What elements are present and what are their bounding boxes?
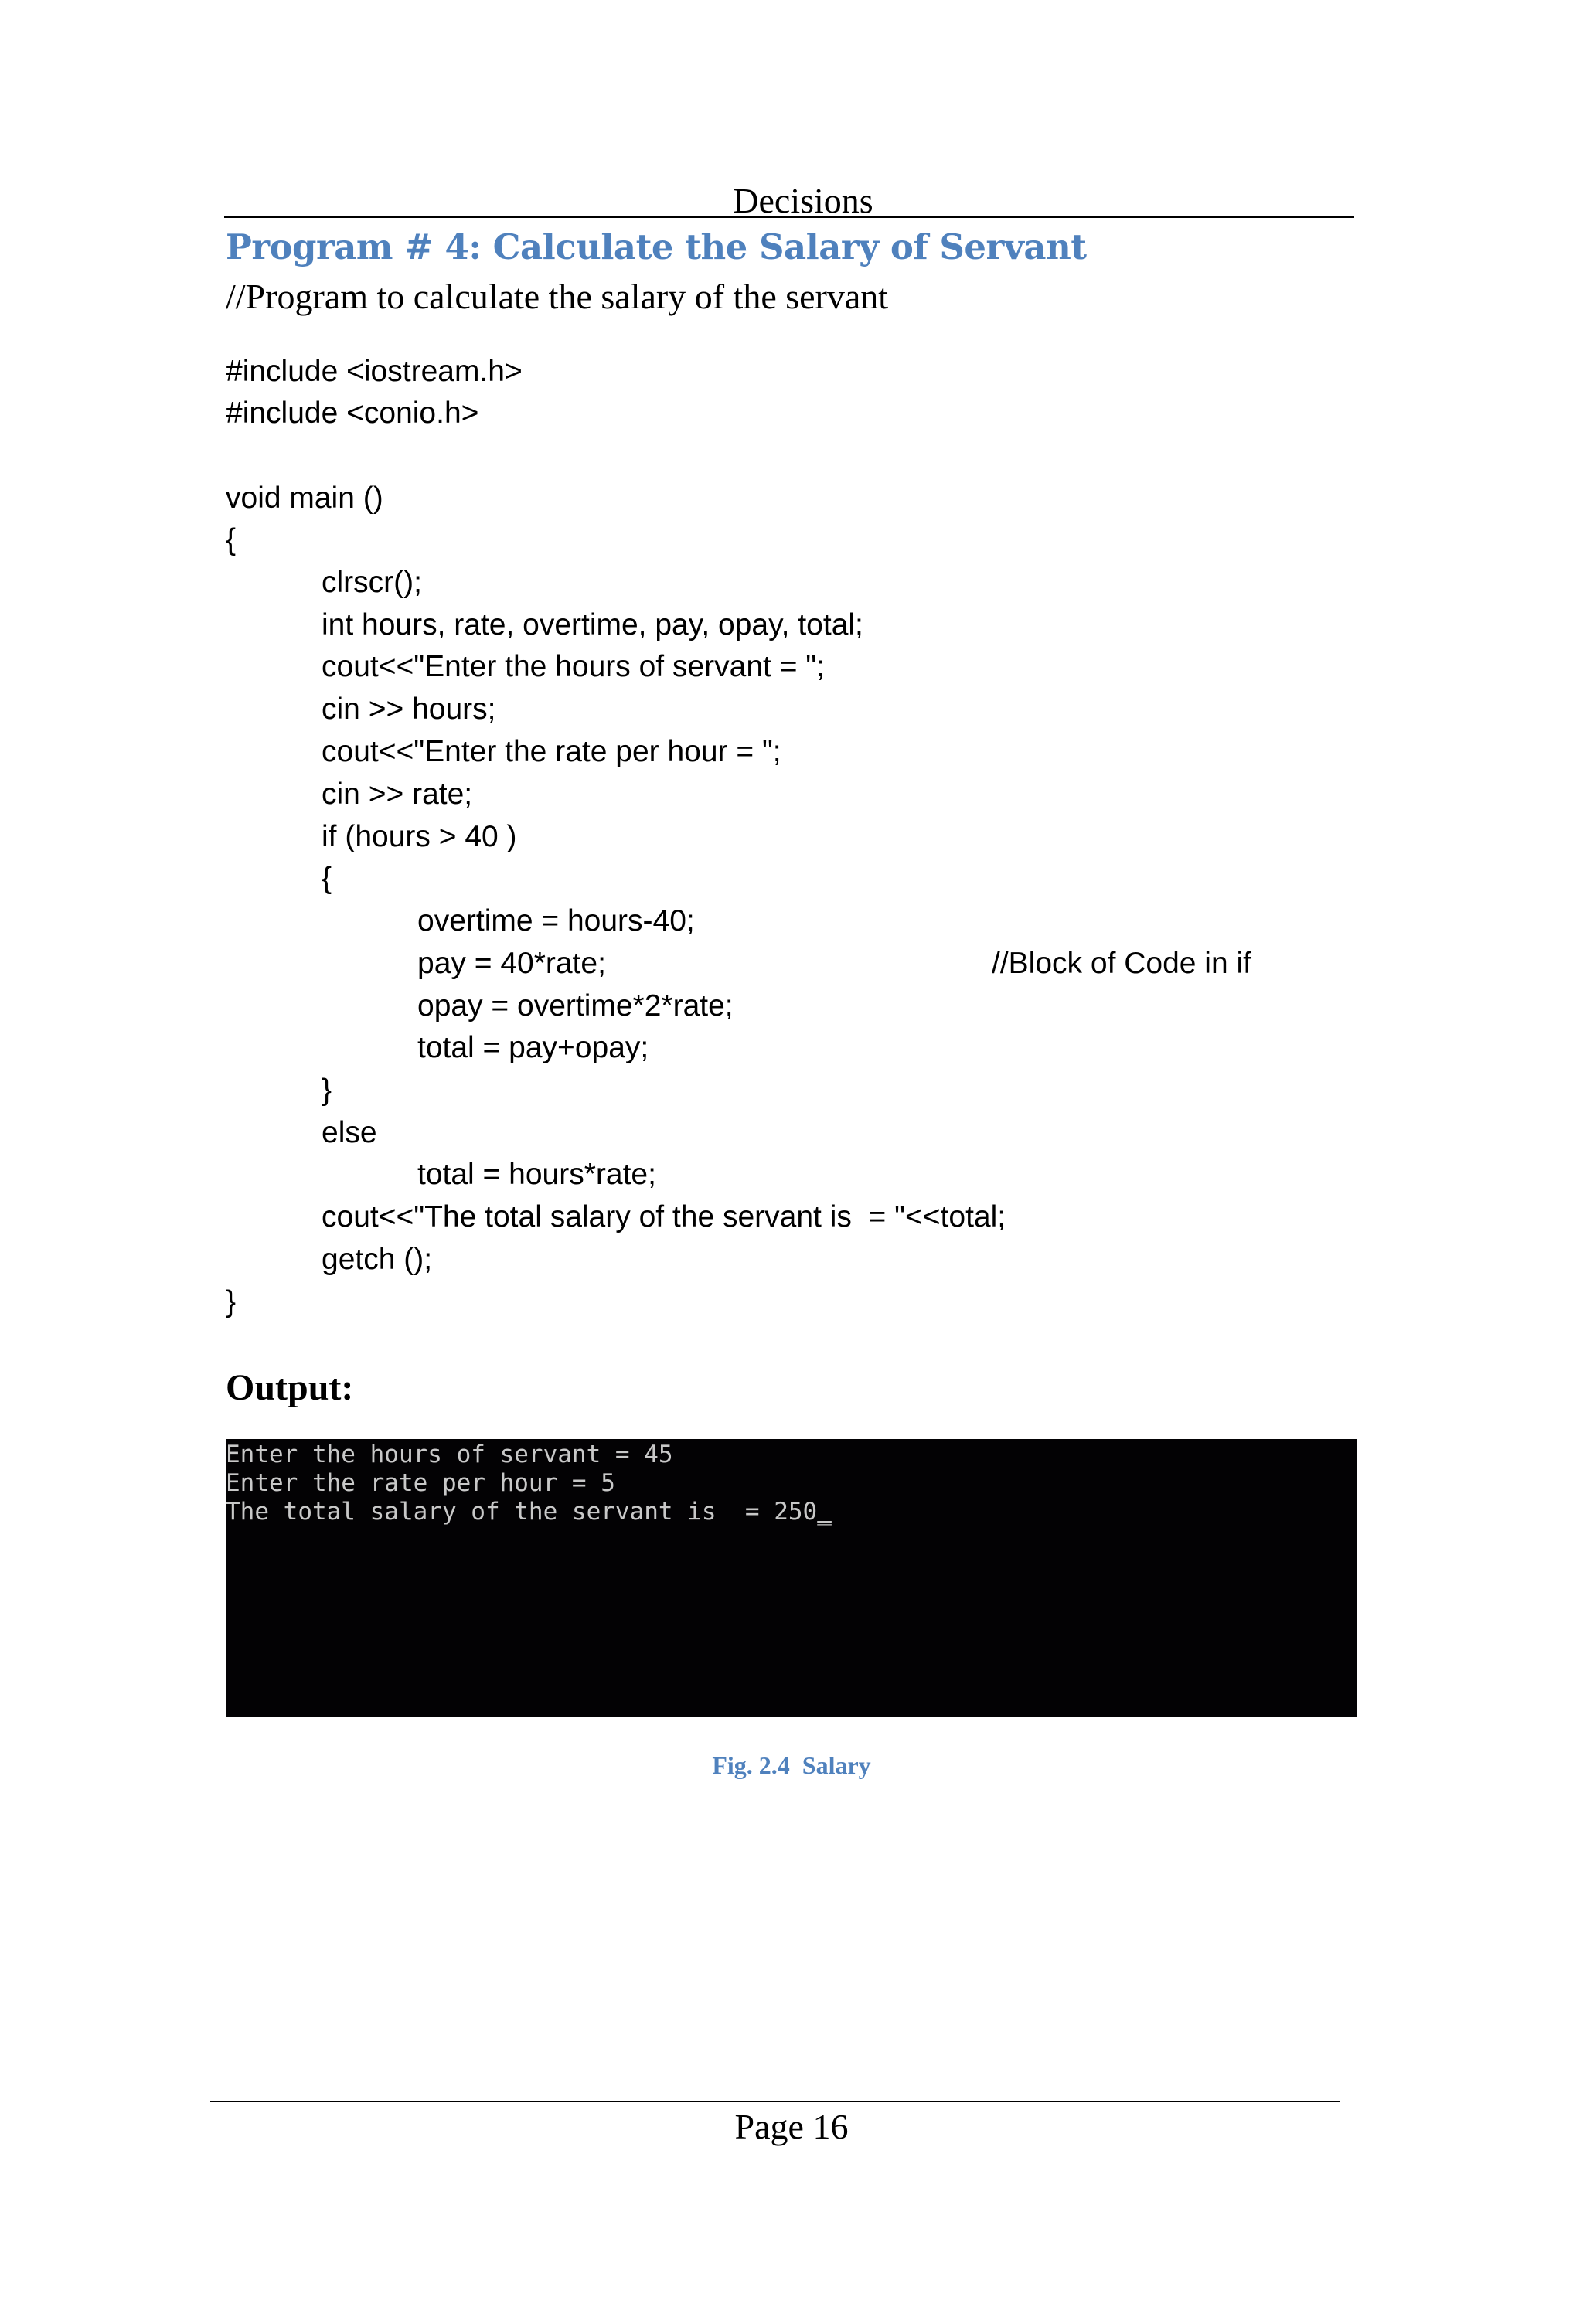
code-line: #include <conio.h> [226, 396, 479, 430]
code-line: cin >> rate; [322, 778, 473, 811]
code-line: if (hours > 40 ) [322, 820, 517, 853]
code-line: total = pay+opay; [417, 1031, 649, 1064]
output-label: Output: [226, 1367, 354, 1408]
program-comment: //Program to calculate the salary of the servant [226, 277, 889, 316]
console-cursor: _ [817, 1498, 832, 1526]
code-line: clrscr(); [322, 566, 422, 599]
code-line: } [226, 1285, 237, 1319]
page-number: Page 16 [734, 2107, 849, 2146]
block-comment: //Block of Code in if [992, 947, 1251, 980]
code-line: cout<<"Enter the rate per hour = "; [322, 735, 781, 768]
console-line: Enter the hours of servant = 45 [226, 1441, 673, 1468]
header-rule [224, 216, 1354, 218]
code-line: cout<<"The total salary of the servant is = "<<total; [322, 1200, 1006, 1233]
code-line: int hours, rate, overtime, pay, opay, total; [322, 608, 863, 641]
console-text: The total salary of the servant is = 250 [226, 1498, 818, 1526]
code-line: } [322, 1074, 332, 1107]
code-line: opay = overtime*2*rate; [417, 989, 734, 1022]
code-line: void main () [226, 481, 383, 515]
code-line: cout<<"Enter the hours of servant = "; [322, 650, 825, 683]
code-line: { [322, 862, 332, 895]
running-header: Decisions [733, 181, 873, 220]
console-line: Enter the rate per hour = 5 [226, 1469, 615, 1497]
code-line: overtime = hours-40; [417, 904, 695, 937]
code-line: else [322, 1116, 377, 1149]
code-line: pay = 40*rate; [417, 947, 606, 980]
program-heading: Program # 4: Calculate the Salary of Servant [226, 226, 1087, 267]
figure-caption: Fig. 2.4 Salary [712, 1751, 871, 1779]
console-output [226, 1439, 1357, 1717]
code-line: #include <iostream.h> [226, 355, 523, 388]
code-line: cin >> hours; [322, 692, 496, 726]
code-line: total = hours*rate; [417, 1158, 656, 1191]
code-line: { [226, 523, 237, 556]
console-line [226, 1498, 832, 1526]
code-line: getch (); [322, 1243, 433, 1276]
footer-rule [210, 2101, 1340, 2102]
